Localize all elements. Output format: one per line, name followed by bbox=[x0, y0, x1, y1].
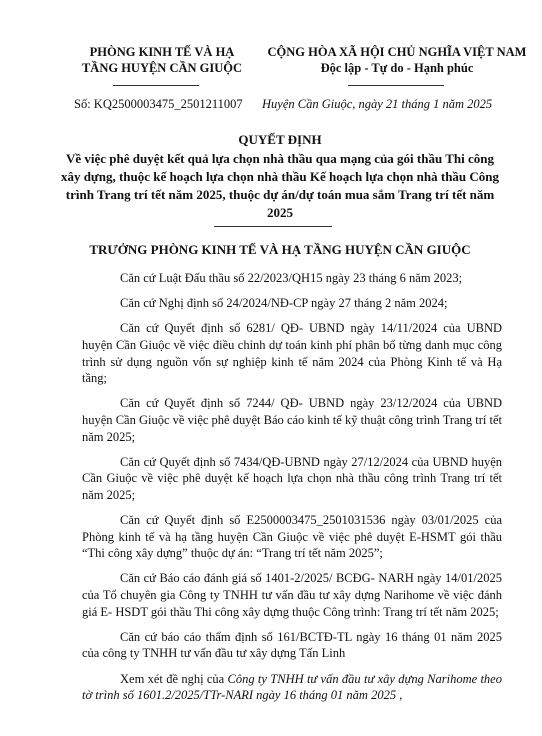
issuing-agency-line-1: PHÒNG KINH TẾ VÀ HẠ bbox=[89, 45, 235, 59]
national-motto: Độc lập - Tự do - Hạnh phúc bbox=[320, 61, 474, 75]
document-number: Số: KQ2500003475_2501211007 bbox=[74, 97, 243, 111]
consideration-paragraph bbox=[82, 671, 502, 704]
legal-basis-paragraph: Căn cứ Quyết định số 7244/ QĐ- UBND ngày 23/12/2024 của UBND huyện Cần Giuộc về việc phê duyệt Báo cáo kinh tế kỹ thuật công trình Trang trí tết năm 2025; bbox=[82, 396, 502, 444]
place-and-date: Huyện Cần Giuộc, ngày 21 tháng 1 năm 2025 bbox=[262, 97, 493, 111]
legal-basis-paragraph: Căn cứ báo cáo thẩm định số 161/BCTĐ-TL ngày 16 tháng 01 năm 2025 của công ty TNHH tư vấn đầu tư xây dựng Tấn Linh bbox=[82, 629, 502, 661]
legal-basis-paragraph: Căn cứ Quyết định số 6281/ QĐ- UBND ngày 14/11/2024 của UBND huyện Cần Giuộc về việc điều chỉnh dự toán kinh phí phân bổ từng danh mục công trình sử dụng nguồn vốn sự nghiệp kinh tế năm 2024 của Phòng Kinh tế và Hạ tầng; bbox=[82, 321, 502, 386]
consideration-prefix: Xem xét đề nghị của bbox=[120, 671, 228, 686]
legal-basis-paragraph: Căn cứ Quyết định số E2500003475_2501031536 ngày 03/01/2025 của Phòng kinh tế và hạ tầng huyện Cần Giuộc về việc phê duyệt E-HSMT gói thầu “Thi công xây dựng” thuộc dự án: “Trang trí tết năm 2025”; bbox=[82, 513, 502, 561]
issuing-agency bbox=[62, 44, 262, 76]
subject-underline bbox=[214, 226, 332, 227]
issuing-agency-line-2: TẦNG HUYỆN CẦN GIUỘC bbox=[81, 61, 243, 75]
legal-basis-paragraph: Căn cứ Báo cáo đánh giá số 1401-2/2025/ BCĐG- NARH ngày 14/01/2025 của Tổ chuyên gia Công ty TNHH tư vấn đầu tư xây dựng Narihome về việc đánh giá E- HSDT gói thầu Thi công xây dựng thuộc Công trình: Trang trí tết năm 2025; bbox=[82, 571, 502, 619]
legal-basis-paragraph: Căn cứ Luật Đấu thầu số 22/2023/QH15 ngày 23 tháng 6 năm 2023; bbox=[120, 271, 463, 285]
issuing-authority: TRƯỞNG PHÒNG KINH TẾ VÀ HẠ TẦNG HUYỆN CẦN GIUỘC bbox=[89, 242, 471, 257]
legal-basis-paragraph: Căn cứ Nghị định số 24/2024/NĐ-CP ngày 27 tháng 2 năm 2024; bbox=[120, 296, 448, 311]
national-heading bbox=[262, 44, 532, 76]
preamble bbox=[82, 270, 502, 712]
national-name: CỘNG HÒA XÃ HỘI CHỦ NGHĨA VIỆT NAM bbox=[267, 45, 527, 59]
document-title: QUYẾT ĐỊNH bbox=[238, 132, 322, 147]
consideration-proposal: Công ty TNHH tư vấn đầu tư xây dựng Narihome theo tờ trình số 1601.2/2025/TTr-NARI ngày 16 tháng 01 năm 2025 , bbox=[82, 671, 502, 703]
document-subject: Về việc phê duyệt kết quả lựa chọn nhà thầu qua mạng của gói thầu Thi công xây dựng, thuộc kế hoạch lựa chọn nhà thầu Kế hoạch lựa chọn nhà thầu Công trình Trang trí tết năm 2025, thuộc dự án/dự toán mua sắm Trang trí tết năm 2025 bbox=[60, 151, 500, 220]
legal-basis-paragraph: Căn cứ Quyết định số 7434/QĐ-UBND ngày 27/12/2024 của UBND huyện Cần Giuộc về việc phê duyệt kế hoạch lựa chọn nhà thầu công trình Trang trí tết năm 2025; bbox=[82, 454, 502, 502]
agency-underline bbox=[113, 85, 199, 86]
motto-underline bbox=[348, 85, 444, 86]
